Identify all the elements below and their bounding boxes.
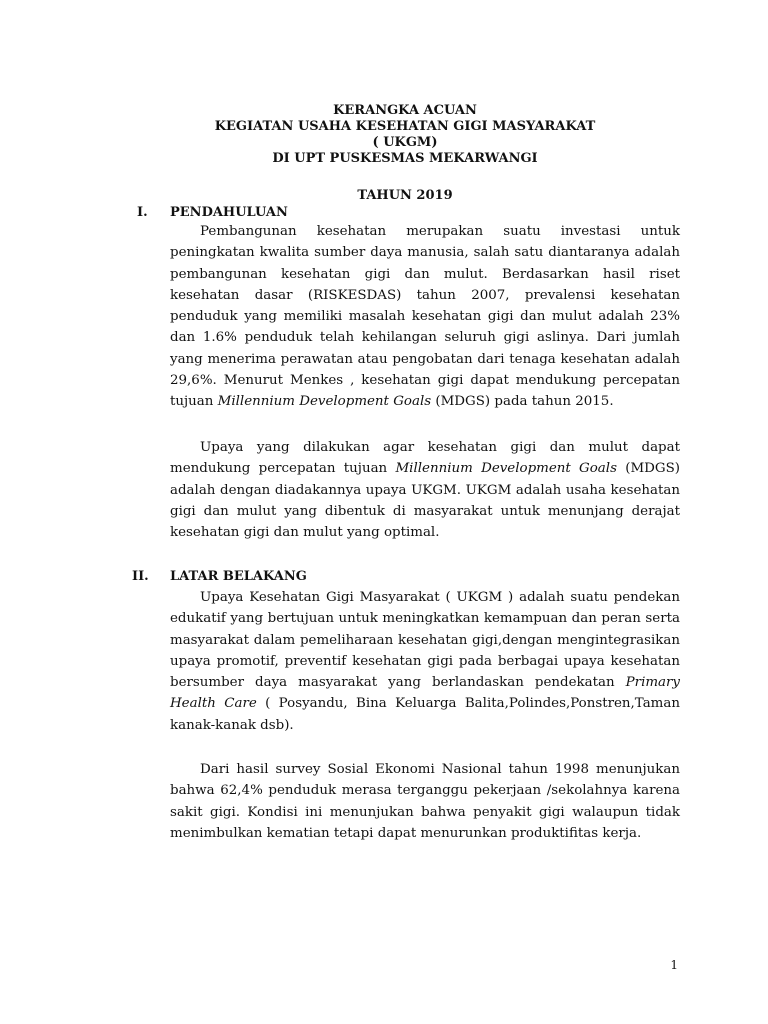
section-2-paragraph-2: Dari hasil survey Sosial Ekonomi Nasional tahun 1998 menunjukan bahwa 62,4% penduduk merasa terganggu pekerjaan /sekolahnya karena sakit gigi. Kondisi ini menunjukan bahwa penyakit gigi walaupun tidak menimbulkan kematian tetapi dapat menurunkan produktifitas kerja. <box>170 762 680 841</box>
section-1-paragraph-2 <box>170 437 680 543</box>
title-line-4: DI UPT PUSKESMAS MEKARWANGI <box>272 151 538 166</box>
title-line-1: KERANGKA ACUAN <box>333 103 477 118</box>
document-title-block <box>0 103 768 204</box>
section-1-paragraph-1 <box>170 221 680 413</box>
title-line-2: KEGIATAN USAHA KESEHATAN GIGI MASYARAKAT <box>214 119 596 134</box>
section-1-p2-italic: Millennium Development Goals <box>395 461 617 477</box>
section-2-p1-italic: Primary Health Care <box>170 675 680 712</box>
section-2-heading: LATAR BELAKANG <box>170 569 307 584</box>
section-1-p1-italic: Millennium Development Goals <box>217 394 432 410</box>
section-1-p2-text-end: (MDGS) adalah dengan diadakannya upaya UKGM. UKGM adalah usaha kesehatan gigi dan mulut yang dibentuk di masyarakat untuk menunjang derajat kesehatan gigi dan mulut yang optimal. <box>170 461 680 541</box>
section-2-number: II. <box>132 569 149 584</box>
title-year: TAHUN 2019 <box>357 188 453 203</box>
section-2-p1-text-end: ( Posyandu, Bina Keluarga Balita,Polindes,Ponstren,Taman kanak-kanak dsb). <box>170 696 680 733</box>
page-number: 1 <box>670 958 678 972</box>
section-1-p1-text: Pembangunan kesehatan merupakan suatu investasi untuk peningkatan kwalita sumber daya manusia, salah satu diantaranya adalah pembangunan kesehatan gigi dan mulut. Berdasarkan hasil riset kesehatan dasar (RISKESDAS) tahun 2007, prevalensi kesehatan penduduk yang memiliki masalah kesehatan gigi dan mulut adalah 23% dan 1.6% penduduk telah kehilangan seluruh gigi aslinya. Dari jumlah yang menerima perawatan atau pengobatan dari tenaga kesehatan adalah 29,6%. Menurut Menkes , kesehatan gigi dapat mendukung percepatan tujuan <box>170 224 680 410</box>
section-2-p1-text: Upaya Kesehatan Gigi Masyarakat ( UKGM ) adalah suatu pendekan edukatif yang bertujuan untuk meningkatkan kemampuan dan peran serta masyarakat dalam pemeliharaan kesehatan gigi,dengan mengintegrasikan upaya promotif, preventif kesehatan gigi pada berbagai upaya kesehatan bersumber daya masyarakat yang berlandaskan pendekatan <box>170 590 680 691</box>
section-2-paragraph-1 <box>170 587 680 736</box>
title-line-3: ( UKGM) <box>372 135 438 150</box>
section-1-p2-text: Upaya yang dilakukan agar kesehatan gigi dan mulut dapat mendukung percepatan tujuan <box>170 440 680 477</box>
section-1-number: I. <box>137 205 148 220</box>
section-1-p1-text-end: (MDGS) pada tahun 2015. <box>431 394 614 410</box>
section-1-heading: PENDAHULUAN <box>170 205 288 220</box>
